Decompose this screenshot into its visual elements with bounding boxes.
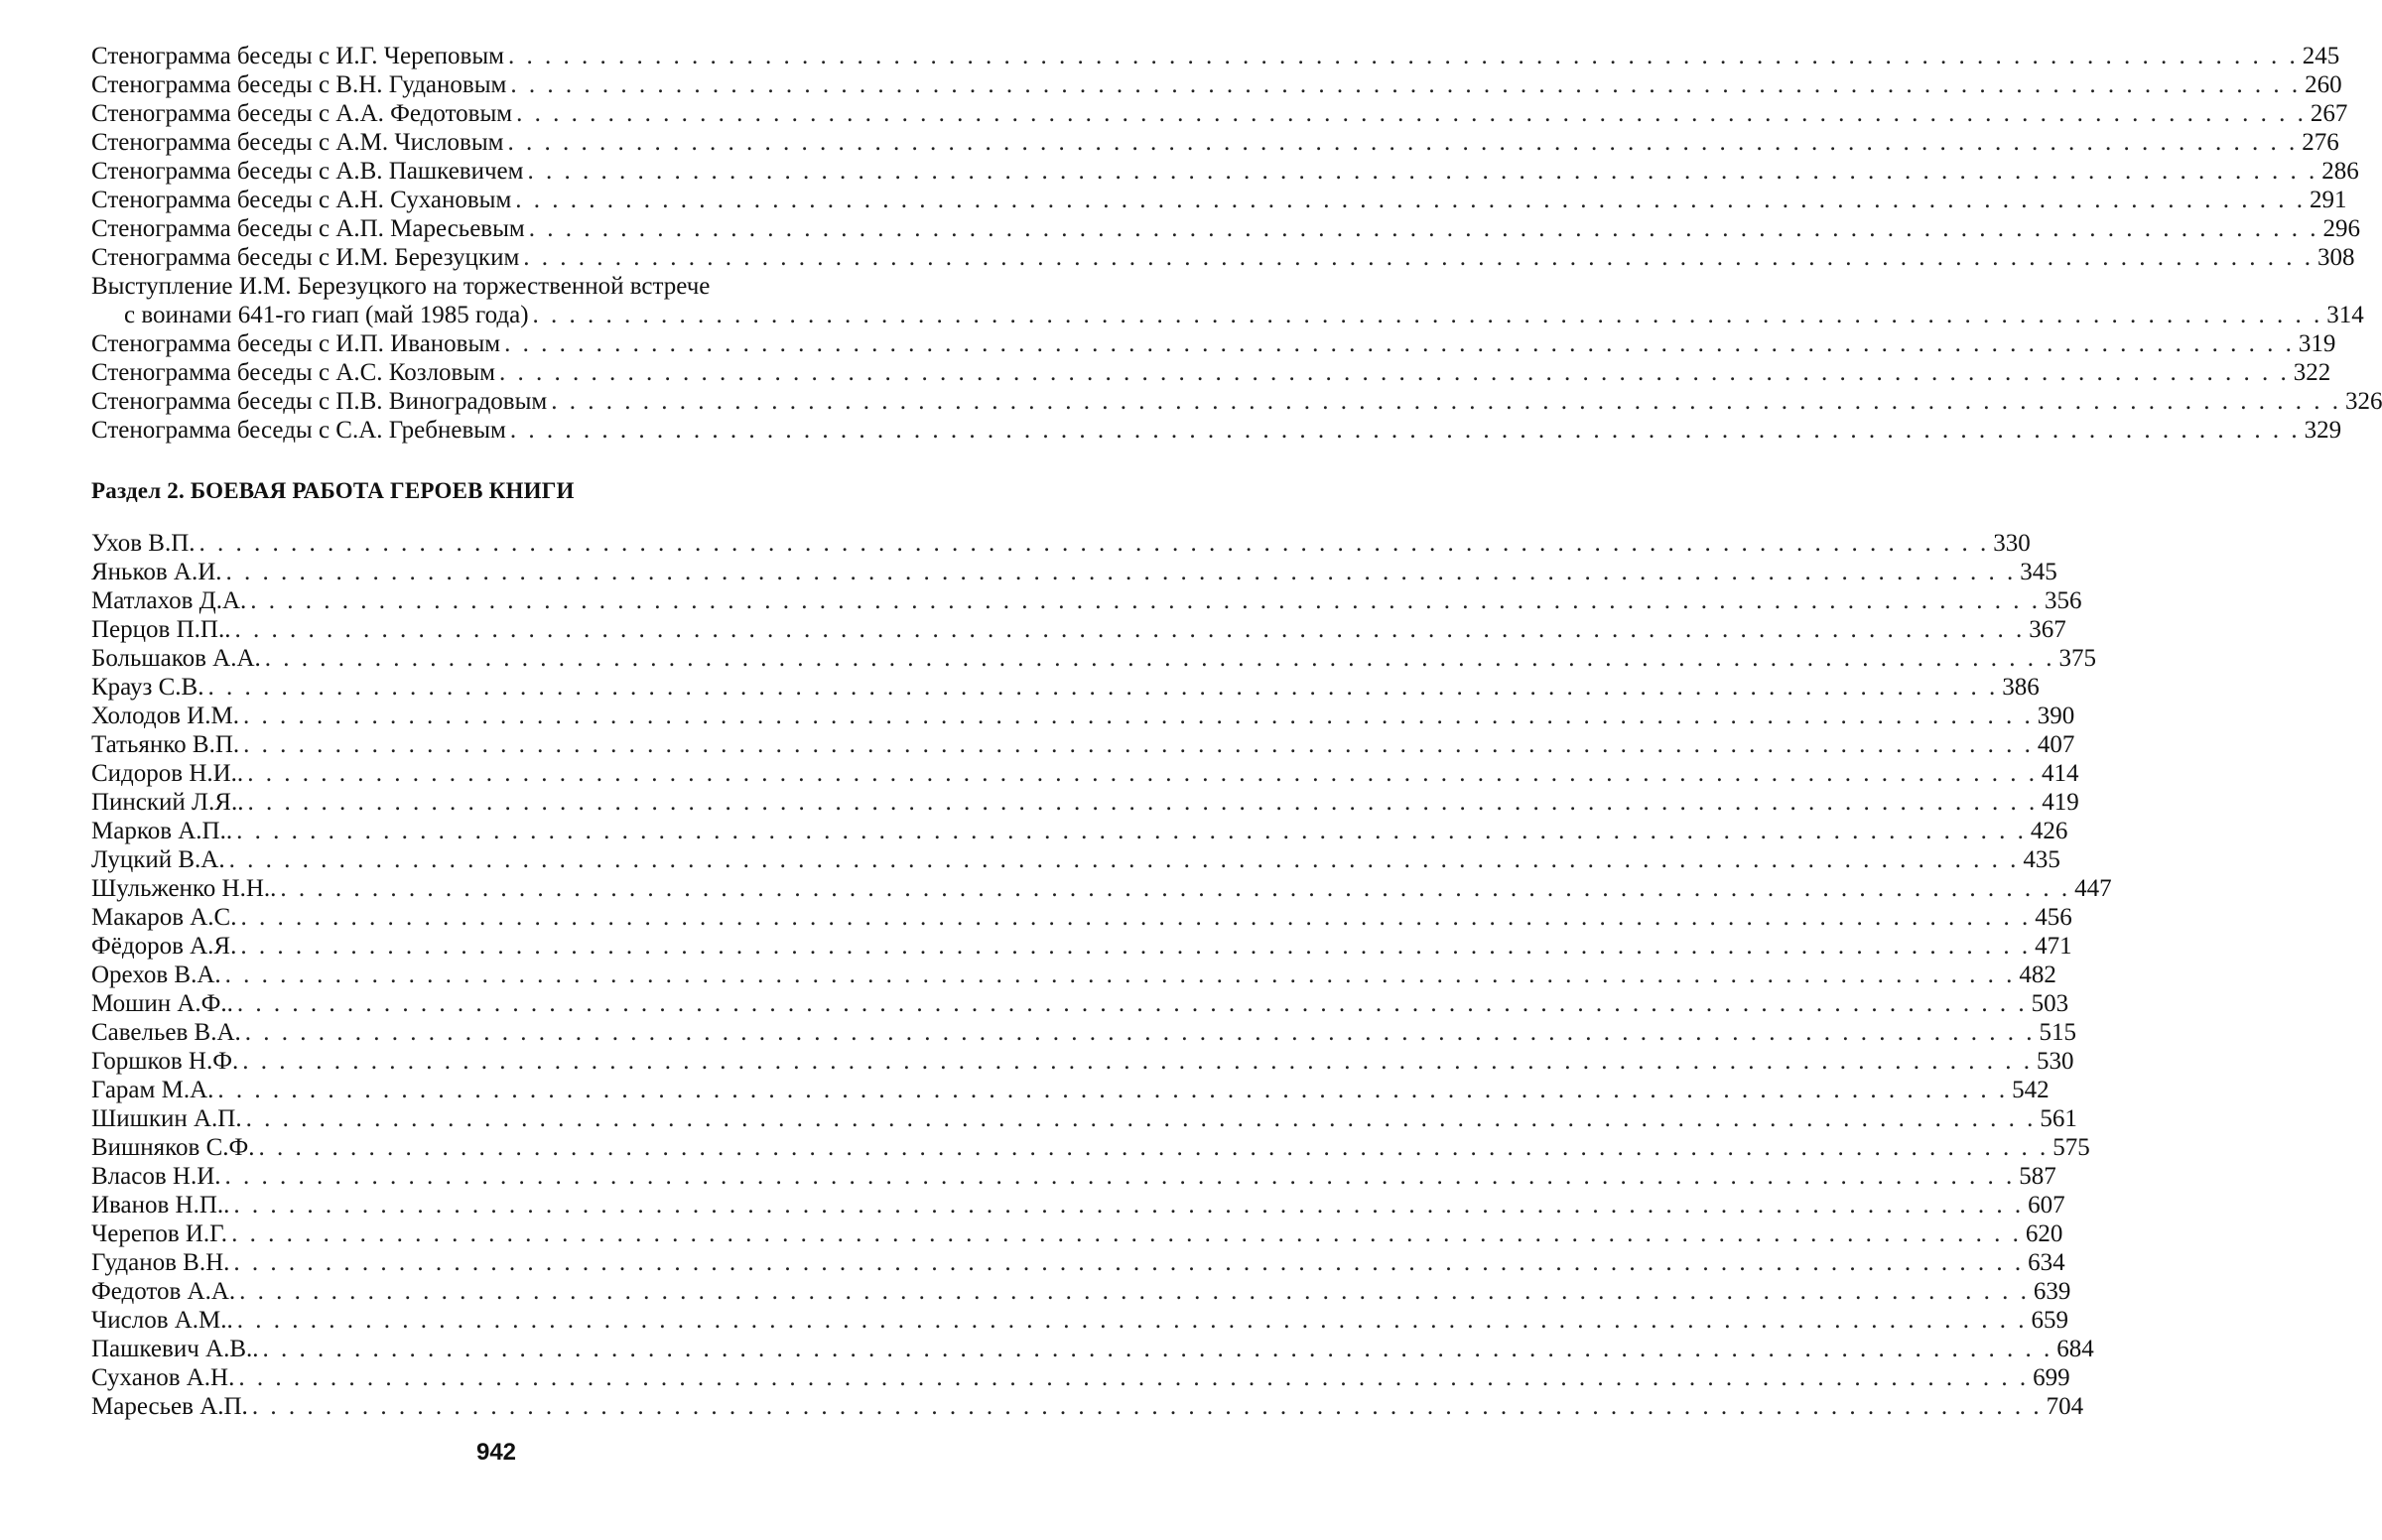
toc-entry-title: Стенограмма беседы с А.П. Маресьевым: [91, 215, 525, 242]
toc-entry-page: 291: [2310, 187, 2347, 213]
toc-entry-title: Ухов В.П.: [91, 530, 196, 557]
toc-entry-page: 620: [2025, 1220, 2063, 1247]
toc-list-3: [91, 529, 2112, 1421]
toc-entry-title: Пашкевич А.В..: [91, 1336, 259, 1362]
toc-entry-page: 426: [2030, 818, 2068, 844]
toc-entry-page: 482: [2019, 962, 2056, 988]
section-heading: Раздел 2. БОЕВАЯ РАБОТА ГЕРОЕВ КНИГИ: [91, 478, 575, 503]
toc-entry: [91, 903, 2072, 932]
toc-entry: [91, 387, 2382, 416]
toc-entry-title: Савельев В.А.: [91, 1019, 241, 1046]
toc-entry-page: 296: [2322, 215, 2360, 242]
toc-entry: [91, 42, 2340, 70]
toc-entry-title: Крауз С.В.: [91, 674, 204, 701]
dot-leader: [240, 903, 2031, 932]
dot-leader: [207, 673, 1998, 702]
dot-leader: [510, 70, 2301, 99]
toc-entry-page: 639: [2033, 1278, 2071, 1305]
toc-entry-title: Суханов А.Н.: [91, 1364, 235, 1391]
dot-leader: [240, 932, 2031, 961]
toc-entry-page: 276: [2302, 129, 2339, 156]
toc-entry: [91, 1248, 2065, 1277]
toc-entry-page: 542: [2012, 1077, 2050, 1103]
toc-entry-title: Перцов П.П..: [91, 616, 231, 643]
toc-entry: [91, 1335, 2094, 1363]
toc-entry-page: 319: [2298, 330, 2336, 357]
toc-entry-title: Пинский Л.Я..: [91, 789, 244, 816]
toc-entry-page: 330: [1993, 530, 2031, 557]
toc-entry-page: 704: [2046, 1393, 2084, 1420]
dot-leader: [551, 387, 2341, 416]
dot-leader: [280, 874, 2070, 903]
toc-entry: [91, 932, 2072, 961]
toc-entry: [91, 845, 2060, 874]
toc-entry-page: 587: [2019, 1163, 2056, 1190]
toc-entry-title: Орехов В.А.: [91, 962, 221, 988]
toc-entry-page: 329: [2304, 417, 2342, 444]
toc-entry-title: Власов Н.И.: [91, 1163, 221, 1190]
dot-leader: [247, 788, 2038, 817]
toc-entry-title: Шишкин А.П.: [91, 1105, 242, 1132]
toc-entry-page: 607: [2028, 1192, 2065, 1219]
dot-leader: [243, 730, 2034, 759]
toc-entry: [91, 416, 2342, 445]
toc-entry: [91, 1392, 2084, 1421]
toc-entry-page: 561: [2040, 1105, 2077, 1132]
toc-entry: [91, 329, 2336, 358]
toc-entry-page: 314: [2326, 302, 2364, 328]
toc-entry-title: Стенограмма беседы с И.П. Ивановым: [91, 330, 501, 357]
dot-leader: [237, 1306, 2028, 1335]
toc-entry-title: с воинами 641-го гиап (май 1985 года): [124, 302, 529, 328]
dot-leader: [229, 845, 2020, 874]
toc-entry-speech: [91, 272, 2364, 329]
dot-leader: [247, 759, 2038, 788]
toc-entry-title: Иванов Н.П..: [91, 1192, 230, 1219]
toc-entry-page: 699: [2033, 1364, 2070, 1391]
toc-entry: [91, 186, 2347, 214]
dot-leader: [263, 1335, 2053, 1363]
toc-entry-title: Мошин А.Ф..: [91, 990, 233, 1017]
toc-entry: [91, 730, 2075, 759]
toc-entry-title: Федотов А.А.: [91, 1278, 236, 1305]
toc-entry-page: 375: [2058, 645, 2097, 672]
toc-section-1: [91, 42, 2382, 445]
toc-entry-title: Числов А.М..: [91, 1307, 233, 1334]
toc-entry: [91, 1162, 2056, 1191]
toc-entry-page: 456: [2035, 904, 2072, 931]
toc-entry: [91, 1076, 2050, 1104]
dot-leader: [265, 644, 2055, 673]
toc-entry-page: 286: [2321, 158, 2359, 185]
toc-entry-title: Маресьев А.П.: [91, 1393, 248, 1420]
dot-leader: [516, 99, 2307, 128]
dot-leader: [217, 1076, 2008, 1104]
dot-leader: [508, 42, 2299, 70]
dot-leader: [529, 214, 2319, 243]
dot-leader: [231, 1219, 2022, 1248]
toc-entry: [91, 874, 2112, 903]
dot-leader: [533, 301, 2323, 329]
dot-leader: [246, 1104, 2037, 1133]
toc-entry-speech-line1: Выступление И.М. Березуцкого на торжественной встрече: [91, 273, 711, 300]
toc-entry: [91, 1363, 2070, 1392]
toc-entry-page: 530: [2037, 1048, 2074, 1075]
toc-entry-title: Марков А.П..: [91, 818, 233, 844]
toc-entry-title: Стенограмма беседы с П.В. Виноградовым: [91, 388, 548, 415]
dot-leader: [242, 1047, 2033, 1076]
toc-entry-title: Фёдоров А.Я.: [91, 933, 237, 960]
toc-section-2: [91, 529, 2112, 1421]
toc-entry-title: Стенограмма беседы с А.В. Пашкевичем: [91, 158, 524, 185]
toc-entry-page: 659: [2031, 1307, 2069, 1334]
dot-leader: [199, 529, 1990, 558]
toc-entry: [91, 759, 2079, 788]
toc-entry-title: Стенограмма беседы с В.Н. Гудановым: [91, 71, 507, 98]
toc-entry: [91, 1133, 2090, 1162]
toc-entry-page: 471: [2035, 933, 2072, 960]
toc-entry: [91, 615, 2066, 644]
dot-leader: [527, 157, 2317, 186]
toc-entry-title: Стенограмма беседы с А.С. Козловым: [91, 359, 495, 386]
dot-leader: [515, 186, 2306, 214]
dot-leader: [236, 817, 2027, 845]
dot-leader: [259, 1133, 2050, 1162]
toc-entry-title: Яньков А.И.: [91, 559, 222, 585]
toc-entry: [91, 1277, 2071, 1306]
toc-entry: [91, 989, 2069, 1018]
toc-entry-page: 419: [2042, 789, 2079, 816]
toc-entry: [91, 358, 2331, 387]
dot-leader: [245, 1018, 2036, 1047]
toc-entry-speech-line2: [91, 301, 2364, 329]
toc-entry-page: 367: [2029, 616, 2066, 643]
toc-entry-title: Стенограмма беседы с А.М. Числовым: [91, 129, 504, 156]
toc-entry-page: 515: [2039, 1019, 2077, 1046]
toc-entry-page: 414: [2041, 760, 2079, 787]
toc-entry-title: Большаков А.А.: [91, 645, 261, 672]
toc-entry: [91, 214, 2360, 243]
dot-leader: [234, 615, 2025, 644]
toc-entry: [91, 558, 2057, 586]
toc-entry-title: Сидоров Н.И..: [91, 760, 244, 787]
toc-entry-title: Горшков Н.Ф.: [91, 1048, 239, 1075]
dot-leader: [233, 1191, 2024, 1219]
toc-entry-page: 435: [2023, 846, 2060, 873]
dot-leader: [239, 1277, 2030, 1306]
toc-entry-page: 575: [2052, 1134, 2090, 1161]
toc-entry-title: Гуданов В.Н.: [91, 1249, 230, 1276]
toc-entry: [91, 157, 2359, 186]
toc-entry-title: Гарам М.А.: [91, 1077, 214, 1103]
toc-entry-page: 308: [2317, 244, 2355, 271]
toc-entry-page: 386: [2002, 674, 2040, 701]
toc-entry: [91, 586, 2082, 615]
dot-leader: [237, 989, 2028, 1018]
toc-entry: [91, 702, 2075, 730]
toc-entry-title: Стенограмма беседы с А.Н. Сухановым: [91, 187, 512, 213]
toc-entry: [91, 1047, 2074, 1076]
toc-entry-page: 447: [2074, 875, 2112, 902]
toc-entry-title: Черепов И.Г.: [91, 1220, 228, 1247]
toc-entry-title: Холодов И.М.: [91, 703, 239, 729]
dot-leader: [252, 1392, 2043, 1421]
toc-entry: [91, 961, 2056, 989]
toc-entry: [91, 673, 2040, 702]
toc-entry-page: 390: [2037, 703, 2075, 729]
dot-leader: [499, 358, 2290, 387]
toc-entry-title: Вишняков С.Ф.: [91, 1134, 255, 1161]
toc-entry: [91, 1018, 2077, 1047]
toc-entry: [91, 529, 2031, 558]
dot-leader: [250, 586, 2041, 615]
toc-entry: [91, 99, 2348, 128]
toc-entry-page: 322: [2293, 359, 2331, 386]
toc-entry-title: Стенограмма беседы с С.А. Гребневым: [91, 417, 506, 444]
toc-entry-title: Луцкий В.А.: [91, 846, 225, 873]
toc-entry: [91, 817, 2068, 845]
dot-leader: [233, 1248, 2024, 1277]
toc-entry-page: 345: [2020, 559, 2057, 585]
toc-entry: [91, 1104, 2077, 1133]
toc-entry: [91, 644, 2097, 673]
toc-entry-title: Макаров А.С.: [91, 904, 237, 931]
toc-entry-page: 503: [2031, 990, 2069, 1017]
toc-entry-title: Стенограмма беседы с И.Г. Череповым: [91, 43, 504, 69]
toc-list-1: [91, 42, 2360, 272]
toc-entry-page: 260: [2305, 71, 2342, 98]
toc-entry-page: 407: [2037, 731, 2075, 758]
toc-entry-title: Стенограмма беседы с А.А. Федотовым: [91, 100, 513, 127]
toc-entry-page: 356: [2045, 587, 2082, 614]
dot-leader: [225, 961, 2016, 989]
toc-entry: [91, 243, 2355, 272]
toc-entry-page: 326: [2344, 388, 2382, 415]
dot-leader: [507, 128, 2298, 157]
toc-entry: [91, 1219, 2063, 1248]
toc-entry-title: Стенограмма беседы с И.М. Березуцким: [91, 244, 520, 271]
toc-entry: [91, 1191, 2065, 1219]
dot-leader: [243, 702, 2034, 730]
toc-entry-title: Татьянко В.П.: [91, 731, 240, 758]
dot-leader: [226, 558, 2017, 586]
toc-entry: [91, 1306, 2069, 1335]
dot-leader: [523, 243, 2314, 272]
toc-entry-page: 684: [2056, 1336, 2094, 1362]
dot-leader: [238, 1363, 2029, 1392]
toc-entry-page: 634: [2028, 1249, 2065, 1276]
toc-entry-page: 267: [2310, 100, 2348, 127]
toc-entry-title: Матлахов Д.А.: [91, 587, 247, 614]
toc-entry: [91, 70, 2342, 99]
toc-entry: [91, 788, 2079, 817]
toc-entry: [91, 128, 2339, 157]
toc-list-2: [91, 329, 2382, 445]
page-number: 942: [475, 1439, 517, 1466]
dot-leader: [510, 416, 2301, 445]
toc-entry-page: 245: [2302, 43, 2340, 69]
dot-leader: [225, 1162, 2016, 1191]
dot-leader: [504, 329, 2295, 358]
toc-entry-title: Шульженко Н.Н..: [91, 875, 277, 902]
